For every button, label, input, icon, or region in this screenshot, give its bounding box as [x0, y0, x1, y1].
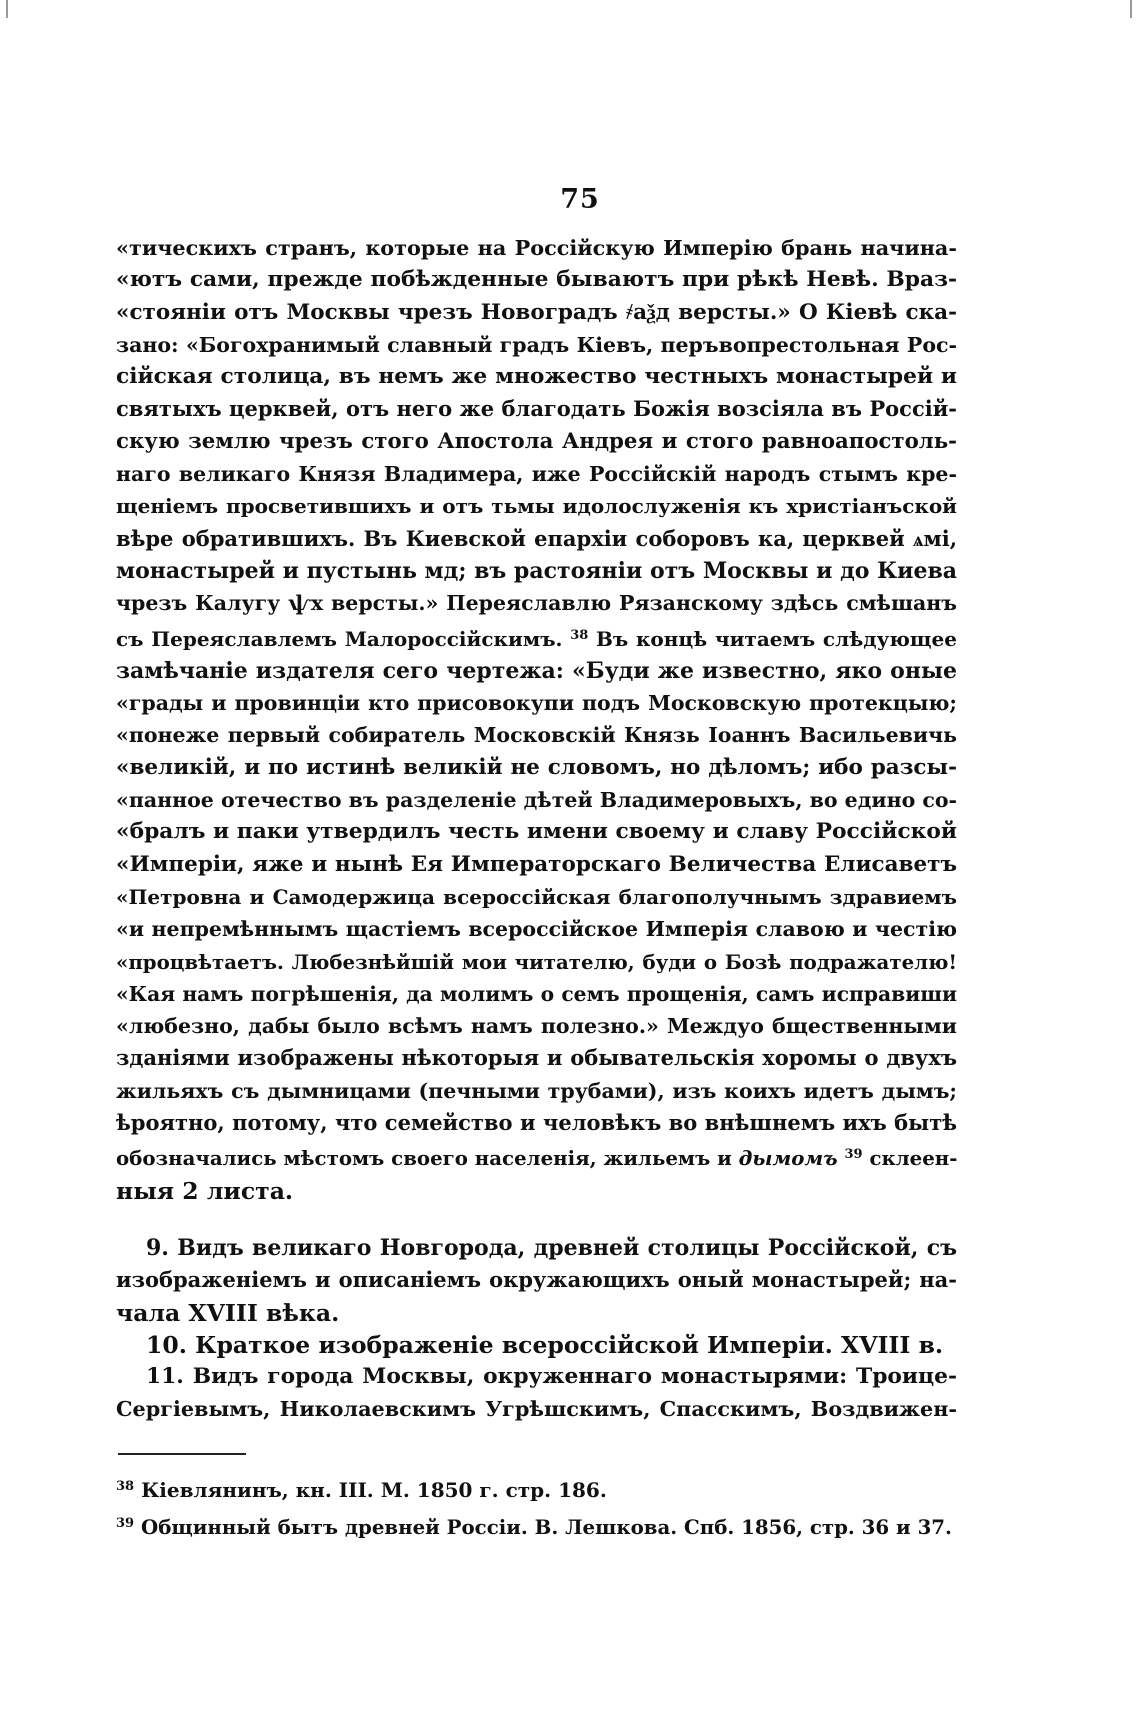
scan-edge-mark: [6, 0, 8, 18]
text-line: жильяхъ съ дымницами (печными трубами), изъ коихъ идетъ дымъ;: [116, 1078, 957, 1103]
footnote-text: Кіевлянинъ, кн. III. М. 1850 г. стр. 186.: [141, 1478, 607, 1502]
text-line: монастырей и пустынь мд; въ растояніи отъ Москвы и до Киева: [116, 557, 957, 584]
text-line: вѣре обратившихъ. Въ Киевской епархіи соборовъ ка, церквей ѧмі,: [116, 525, 957, 551]
body-paragraph: [116, 232, 957, 1207]
text-line: «процвѣтаетъ. Любезнѣйшій мои читателю, буди о Бозѣ подражателю!: [116, 949, 957, 974]
list-item-11-cont: Сергіевымъ, Николаевскимъ Угрѣшскимъ, Спасскимъ, Воздвижен-: [116, 1397, 957, 1422]
footnote-separator: [118, 1453, 246, 1455]
text-line: скую землю чрезъ стого Апостола Андрея и стого равноапостоль-: [116, 428, 957, 454]
text-segment: обозначались мѣстомъ своего населенія, жильемъ и: [116, 1146, 732, 1171]
text-line: «Имперіи, яже и нынѣ Ея Императорскаго Величества Елисаветъ: [116, 851, 957, 877]
text-line: «ютъ сами, прежде побѣжденные бываютъ при рѣкѣ Невѣ. Враз-: [116, 267, 957, 293]
text-line: щеніемъ просветившихъ и отъ тьмы идолослуженія къ христіанъской: [116, 494, 957, 519]
list-item-11: 11. Видъ города Москвы, окруженнаго монастырями: Троице-: [146, 1364, 957, 1390]
text-line: наго великаго Князя Владимера, иже Россійскій народъ стымъ кре-: [116, 462, 957, 487]
footnote-38: [116, 1470, 957, 1507]
text-line: «любезно, дабы было всѣмъ намъ полезно.» Междуо бщественными: [116, 1014, 957, 1039]
text-line: «понеже первый собиратель Московскій Князь Іоаннъ Васильевичь: [116, 723, 957, 748]
text-line: ѣроятно, потому, что семейство и человѣкъ во внѣшнемъ ихъ бытѣ: [116, 1110, 957, 1136]
footnote-39: [116, 1507, 957, 1544]
list-item-10: 10. Краткое изображеніе всероссійской Имперіи. XVIII в.: [146, 1330, 944, 1359]
enumerated-list: [116, 1232, 957, 1426]
footnote-mark: 39: [116, 1516, 135, 1531]
footnote-ref-38: 38: [570, 627, 589, 643]
text-line-with-footnote: [116, 620, 957, 655]
text-line: чрезъ Калугу ѱх версты.» Переяславлю Рязанскому здѣсь смѣшанъ: [116, 591, 957, 616]
text-line: ныя 2 листа.: [116, 1176, 294, 1205]
text-line: «Петровна и Самодержица всероссійская благополучнымъ здравиемъ: [116, 884, 957, 909]
text-segment: склеен-: [869, 1146, 957, 1171]
footnote-ref-39: 39: [844, 1147, 863, 1163]
italic-word: дымомъ: [738, 1146, 838, 1171]
scan-edge-mark: [1130, 0, 1132, 18]
text-line: «и непремѣннымъ щастіемъ всероссійское Имперія славою и честію: [116, 917, 957, 942]
footnotes: [116, 1470, 957, 1544]
text-line: «панное отечество въ разделеніе дѣтей Владимеровыхъ, во едино со-: [116, 788, 957, 813]
list-item-9: 9. Видъ великаго Новгорода, древней столицы Россійской, съ: [146, 1235, 957, 1261]
text-line: «великій, и по истинѣ великій не словомъ, но дѣломъ; ибо разсы-: [116, 754, 957, 780]
list-item-9-end: чала XVIII вѣка.: [116, 1298, 340, 1327]
text-line: «Кая намъ погрѣшенія, да молимъ о семъ прощенія, самъ исправиши: [116, 981, 957, 1006]
text-line: «тическихъ странъ, которые на Россійскую Имперію брань начина-: [116, 236, 957, 260]
text-line: «грады и провинціи кто присовокупи подъ Московскую протекцыю;: [116, 691, 957, 716]
text-line: сійская столица, въ немъ же множество честныхъ монастырей и: [116, 364, 957, 390]
text-line: зано: «Богохранимый славный градъ Кіевъ, перъвопрестольная Рос-: [116, 332, 957, 357]
text-line-with-footnote: [116, 1139, 957, 1174]
list-item-9-cont: изображеніемъ и описаніемъ окружающихъ оный монастырей; на-: [116, 1267, 957, 1293]
text-line: зданіями изображены нѣкоторыя и обывательскія хоромы о двухъ: [116, 1045, 957, 1071]
page-number: 75: [560, 184, 600, 215]
footnote-mark: 38: [116, 1479, 135, 1494]
text-segment: Въ концѣ читаемъ слѣдующее: [596, 626, 957, 651]
text-segment: съ Переяславлемъ Малороссійскимъ.: [116, 626, 563, 651]
text-line: замѣчаніе издателя сего чертежа: «Буди же известно, яко оные: [116, 657, 957, 684]
footnote-text: Общинный бытъ древней Россіи. В. Лешкова. Спб. 1856, стр. 36 и 37.: [140, 1515, 952, 1539]
text-line: святыхъ церквей, отъ него же благодать Божія возсіяла въ Россій-: [116, 396, 957, 422]
text-line: «бралъ и паки утвердилъ честь имени своему и славу Россійской: [116, 819, 957, 845]
text-line: «стояніи отъ Москвы чрезъ Новоградъ ҂аѯд версты.» О Кіевѣ ска-: [116, 299, 957, 325]
